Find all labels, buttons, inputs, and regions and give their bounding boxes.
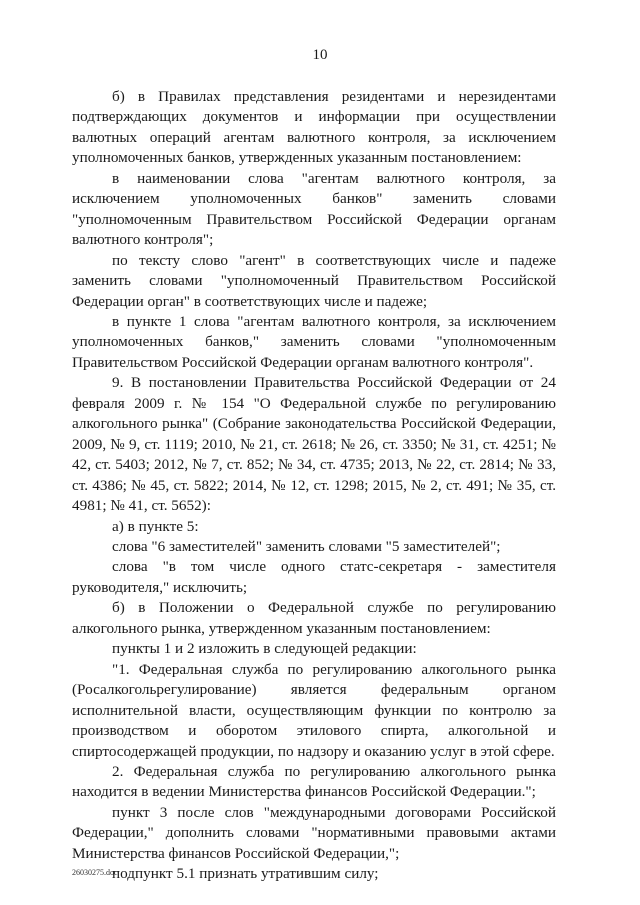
paragraph: слова "в том числе одного статс-секретаря - заместителя руководителя," исключить; bbox=[72, 558, 556, 596]
page-number: 10 bbox=[312, 47, 328, 63]
paragraph: пункты 1 и 2 изложить в следующей редакции: bbox=[112, 640, 417, 658]
document-body bbox=[72, 87, 556, 885]
paragraph: 2. Федеральная служба по регулированию алкогольного рынка находится в ведении Министерства финансов Российской Федерации."; bbox=[72, 762, 556, 801]
paragraph: пункт 3 после слов "международными договорами Российской Федерации," дополнить словами "нормативными правовыми актами Министерства финансов Российской Федерации,"; bbox=[72, 803, 556, 862]
paragraph: "1. Федеральная служба по регулированию алкогольного рынка (Росалкогольрегулирование) является федеральным органом исполнительной власти, осуществляющим функции по контролю за производством и оборотом этилового спирта, алкогольной и спиртосодержащей продукции, по надзору и оказанию услуг в этой сфере. bbox=[72, 660, 556, 760]
paragraph: б) в Положении о Федеральной службе по регулированию алкогольного рынка, утвержденном указанным постановлением: bbox=[72, 599, 556, 637]
paragraph: 9. В постановлении Правительства Российской Федерации от 24 февраля 2009 г. № 154 "О Федеральной службе по регулированию алкогольного рынка" (Собрание законодательства Российской Федерации, 2009, № 9, ст. 1119; 2010, № 21, ст. 2618; № 26, ст. 3350; № 31, ст. 4251; № 42, ст. 5403; 2012, № 7, ст. 852; № 34, ст. 4735; 2013, № 22, ст. 2814; № 33, ст. 4386; № 45, ст. 5822; 2014, № 12, ст. 1298; 2015, № 2, ст. 491; № 35, ст. 4981; № 41, ст. 5652): bbox=[72, 374, 556, 515]
paragraph: б) в Правилах представления резидентами и нерезидентами подтверждающих документов и информации при осуществлении валютных операций агентам валютного контроля, за исключением уполномоченных банков, утвержденных указанным постановлением: bbox=[72, 88, 556, 167]
paragraph: слова "6 заместителей" заменить словами "5 заместителей"; bbox=[112, 537, 501, 555]
paragraph: а) в пункте 5: bbox=[112, 517, 199, 535]
paragraph: в наименовании слова "агентам валютного контроля, за исключением уполномоченных банков" заменить словами "уполномоченным Правительством Российской Федерации органам валютного контроля"; bbox=[72, 169, 556, 249]
file-reference: 26030275.doc bbox=[72, 868, 118, 877]
paragraph: в пункте 1 слова "агентам валютного контроля, за исключением уполномоченных банков," заменить словами "уполномоченным Правительством Российской Федерации органам валютного контроля". bbox=[72, 312, 556, 371]
paragraph: подпункт 5.1 признать утратившим силу; bbox=[112, 865, 379, 883]
paragraph: по тексту слово "агент" в соответствующих числе и падеже заменить словами "уполномоченный Правительством Российской Федерации орган" в соответствующих числе и падеже; bbox=[72, 251, 556, 310]
